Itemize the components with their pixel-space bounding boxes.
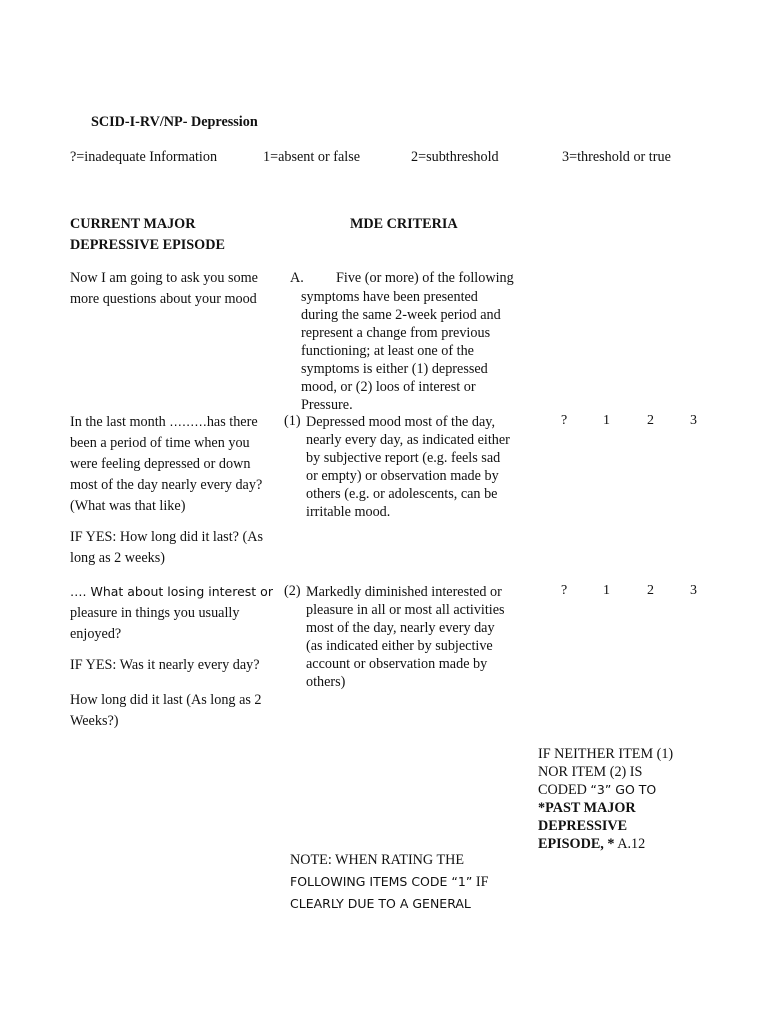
criterion-a-text	[301, 288, 501, 414]
skip-code-value: “3”	[590, 782, 612, 797]
criterion-a-line: Five (or more) of the following	[336, 270, 514, 286]
rating-note-prefix: FOLLOWING ITEMS CODE	[290, 874, 452, 889]
item1-number: (1)	[284, 413, 301, 429]
item1-followup-line: long as 2 weeks)	[70, 550, 165, 566]
skip-instruction	[538, 745, 673, 853]
item1-criterion-line: or empty) or observation made by	[306, 468, 499, 484]
intro-question-line: more questions about your mood	[70, 291, 257, 307]
item2-rating-3[interactable]: 3	[690, 583, 697, 598]
item2-question-line: enjoyed?	[70, 626, 122, 642]
item1-question-line: were feeling depressed or down	[70, 456, 251, 472]
rating-note-line: CLEARLY DUE TO A GENERAL	[290, 896, 471, 911]
item1-criterion-line: Depressed mood most of the day,	[306, 414, 495, 430]
item1-rating-1[interactable]: 1	[603, 413, 610, 428]
criterion-a-line: symptoms have been presented	[301, 289, 478, 305]
criterion-a-letter: A.	[290, 270, 304, 286]
skip-instruction-line	[538, 781, 673, 799]
skip-instruction-line: *PAST MAJOR	[538, 800, 636, 816]
item1-question-line	[70, 411, 262, 433]
item1-criterion-line: by subjective report (e.g. feels sad	[306, 450, 501, 466]
item1-criterion-line: nearly every day, as indicated either	[306, 432, 510, 448]
item2-criterion-line: Markedly diminished interested or	[306, 584, 502, 600]
item2-number: (2)	[284, 583, 301, 599]
item1-question-suffix: has there	[206, 414, 258, 430]
item1-question-line: (What was that like)	[70, 498, 186, 514]
ellipsis-dots: ….	[70, 584, 91, 599]
item1-rating-2[interactable]: 2	[647, 413, 654, 428]
intro-question-line: Now I am going to ask you some	[70, 270, 258, 286]
item2-rating-2[interactable]: 2	[647, 583, 654, 598]
criterion-a-line: Pressure.	[301, 397, 353, 413]
criterion-a-line: mood, or (2) loos of interest or	[301, 379, 476, 395]
skip-instruction-line: DEPRESSIVE	[538, 818, 628, 834]
rating-note-code: “1”	[451, 874, 473, 889]
rating-note	[290, 850, 488, 914]
item2-criterion	[306, 583, 505, 691]
item1-followup-line: IF YES: How long did it last? (As	[70, 529, 263, 545]
section-header-line: CURRENT MAJOR	[70, 216, 196, 232]
criterion-a-line: functioning; at least one of the	[301, 343, 474, 359]
skip-instruction-line: IF NEITHER ITEM (1)	[538, 746, 674, 762]
item1-question-prefix: In the last month	[70, 414, 170, 430]
item2-question	[70, 581, 273, 645]
legend-subthreshold: 2=subthreshold	[411, 149, 499, 165]
item2-followup2-line: Weeks?)	[70, 713, 119, 729]
section-header-current-mde	[70, 214, 225, 256]
ellipsis-dots: ………	[169, 414, 207, 429]
item1-criterion-line: irritable mood.	[306, 504, 391, 520]
item1-criterion-line: others (e.g. or adolescents, can be	[306, 486, 498, 502]
criterion-a-line: during the same 2-week period and	[301, 307, 501, 323]
skip-target-label: EPISODE, *	[538, 836, 615, 852]
item2-rating-1[interactable]: 1	[603, 583, 610, 598]
rating-note-line	[290, 871, 488, 893]
item1-question	[70, 411, 262, 517]
skip-target-ref: A.12	[614, 836, 646, 852]
item2-criterion-line: (as indicated either by subjective	[306, 638, 493, 654]
item1-followup	[70, 527, 263, 569]
skip-coded-label: CODED	[538, 782, 591, 798]
item2-criterion-line: most of the day, nearly every day	[306, 620, 495, 636]
item2-criterion-line: account or observation made by	[306, 656, 488, 672]
criterion-a-line: represent a change from previous	[301, 325, 491, 341]
skip-instruction-line	[538, 835, 673, 853]
item2-criterion-line: pleasure in all or most all activities	[306, 602, 505, 618]
item2-question-line	[70, 581, 273, 603]
legend-threshold: 3=threshold or true	[562, 149, 671, 165]
item1-criterion	[306, 413, 510, 521]
section-header-line: DEPRESSIVE EPISODE	[70, 237, 225, 253]
legend-absent: 1=absent or false	[263, 149, 361, 165]
item2-question-line: pleasure in things you usually	[70, 605, 240, 621]
legend-inadequate: ?=inadequate Information	[70, 149, 218, 165]
item2-criterion-line: others)	[306, 674, 346, 690]
item2-question-rest: What about losing interest or	[90, 584, 273, 599]
item1-rating-inadequate[interactable]: ?	[561, 413, 568, 428]
item1-question-line: been a period of time when you	[70, 435, 250, 451]
section-header-mde-criteria: MDE CRITERIA	[350, 216, 458, 232]
item2-followup2	[70, 690, 262, 732]
item2-followup2-line: How long did it last (As long as 2	[70, 692, 262, 708]
page-title: SCID-I-RV/NP- Depression	[91, 114, 258, 130]
skip-instruction-line: NOR ITEM (2) IS	[538, 764, 643, 780]
item2-followup1: IF YES: Was it nearly every day?	[70, 657, 260, 673]
rating-note-line: NOTE: WHEN RATING THE	[290, 852, 465, 868]
rating-note-suffix: IF	[472, 874, 489, 890]
intro-question	[70, 268, 258, 310]
criterion-a-line: symptoms is either (1) depressed	[301, 361, 488, 377]
item2-rating-inadequate[interactable]: ?	[561, 583, 568, 598]
item1-rating-3[interactable]: 3	[690, 413, 697, 428]
skip-goto-label: GO TO	[611, 782, 657, 797]
item1-question-line: most of the day nearly every day?	[70, 477, 263, 493]
